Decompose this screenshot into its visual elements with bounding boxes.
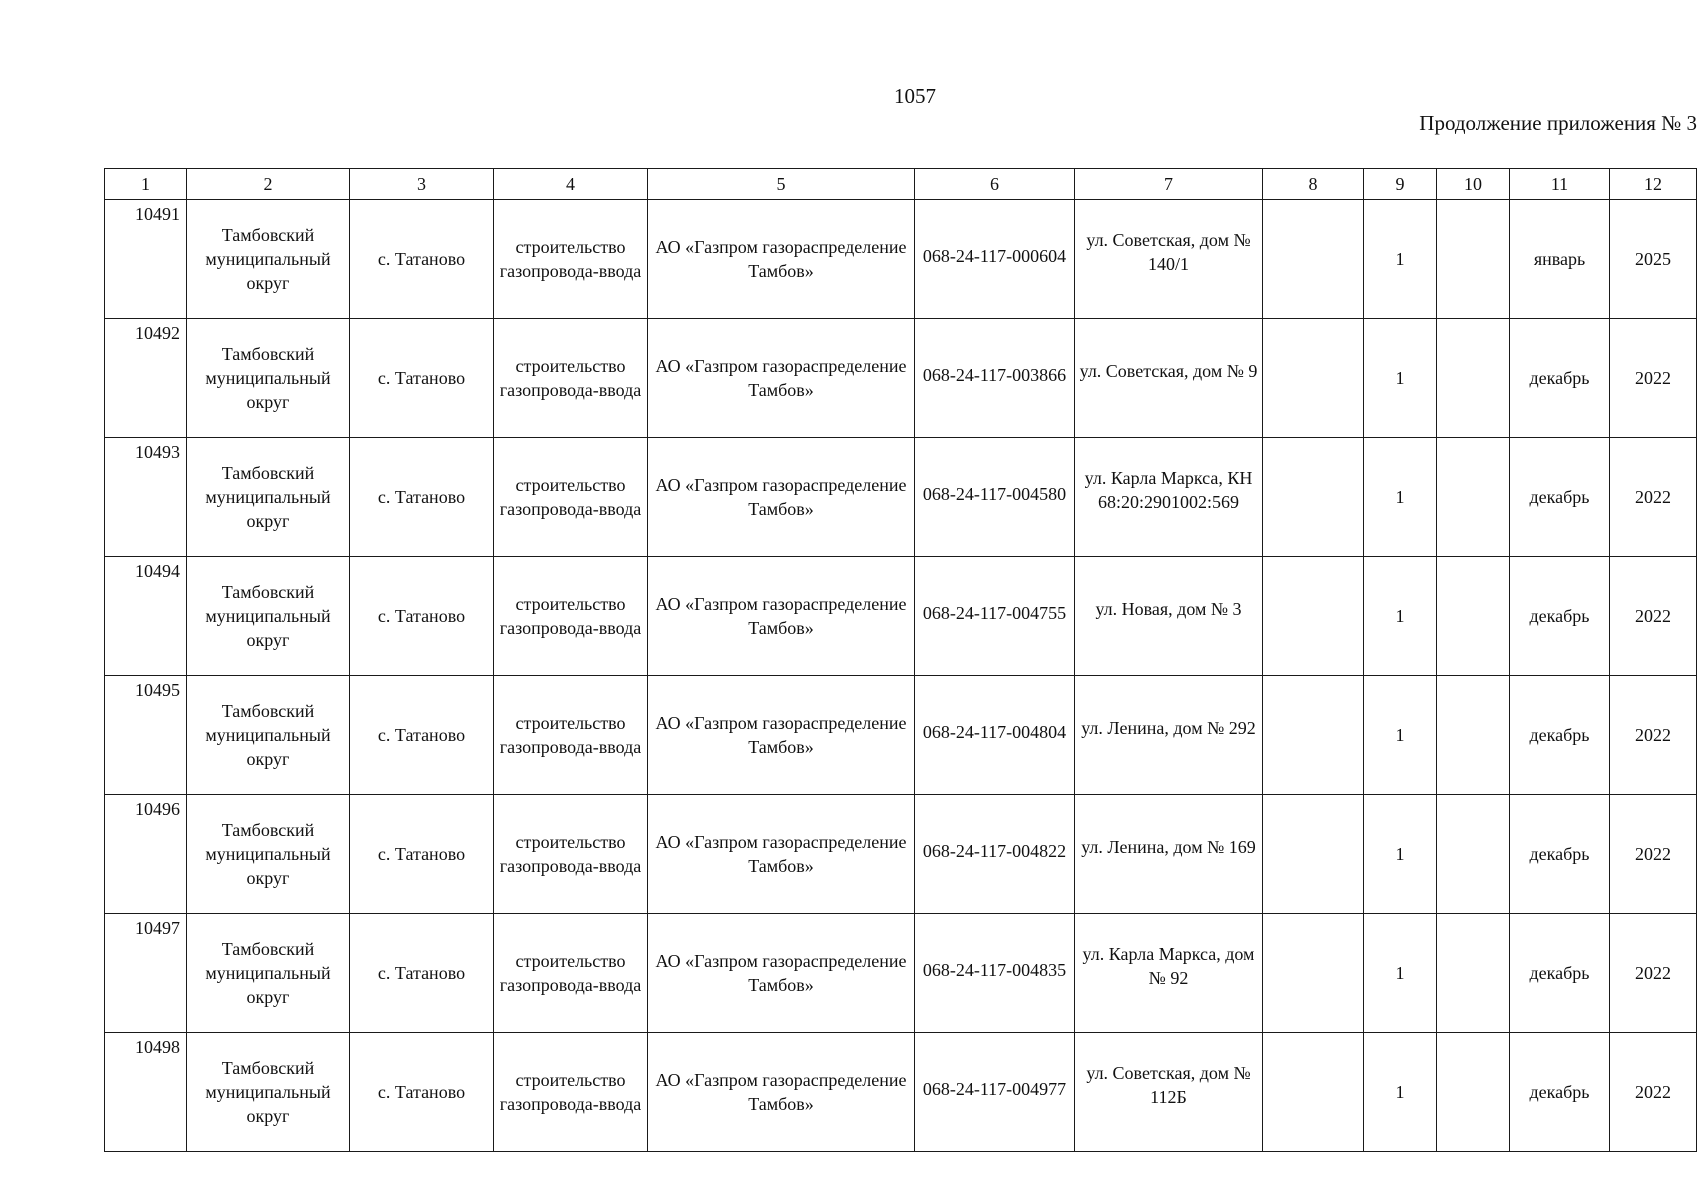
quantity-cell: 1 (1364, 557, 1437, 676)
header-cell: 12 (1610, 169, 1697, 200)
quantity-cell: 1 (1364, 795, 1437, 914)
year-cell: 2022 (1610, 795, 1697, 914)
table-row (105, 200, 1697, 319)
column-10-cell (1437, 438, 1510, 557)
year-cell: 2022 (1610, 914, 1697, 1033)
work-type-cell: строительство газопровода-ввода (494, 319, 648, 438)
object-code-cell: 068-24-117-004822 (915, 795, 1075, 914)
settlement-cell: с. Татаново (350, 1033, 494, 1152)
header-cell: 10 (1437, 169, 1510, 200)
work-type-cell: строительство газопровода-ввода (494, 1033, 648, 1152)
work-type-cell: строительство газопровода-ввода (494, 676, 648, 795)
organization-cell: АО «Газпром газораспределение Тамбов» (648, 557, 915, 676)
quantity-cell: 1 (1364, 676, 1437, 795)
header-cell: 2 (187, 169, 350, 200)
work-type-cell: строительство газопровода-ввода (494, 914, 648, 1033)
quantity-cell: 1 (1364, 1033, 1437, 1152)
work-type-cell: строительство газопровода-ввода (494, 438, 648, 557)
table-body (105, 200, 1697, 1152)
month-cell: декабрь (1510, 438, 1610, 557)
settlement-cell: с. Татаново (350, 200, 494, 319)
year-cell: 2025 (1610, 200, 1697, 319)
settlement-cell: с. Татаново (350, 319, 494, 438)
object-code-cell: 068-24-117-004755 (915, 557, 1075, 676)
month-cell: декабрь (1510, 676, 1610, 795)
header-cell: 5 (648, 169, 915, 200)
column-8-cell (1263, 438, 1364, 557)
table-row (105, 676, 1697, 795)
table-row (105, 914, 1697, 1033)
row-number-cell: 10495 (105, 676, 187, 795)
month-cell: декабрь (1510, 1033, 1610, 1152)
settlement-cell: с. Татаново (350, 914, 494, 1033)
work-type-cell: строительство газопровода-ввода (494, 795, 648, 914)
column-8-cell (1263, 676, 1364, 795)
organization-cell: АО «Газпром газораспределение Тамбов» (648, 795, 915, 914)
object-code-cell: 068-24-117-004804 (915, 676, 1075, 795)
header-cell: 7 (1075, 169, 1263, 200)
column-10-cell (1437, 1033, 1510, 1152)
quantity-cell: 1 (1364, 200, 1437, 319)
address-cell: ул. Советская, дом № 9 (1075, 319, 1263, 438)
header-cell: 3 (350, 169, 494, 200)
header-row (105, 169, 1697, 200)
column-8-cell (1263, 319, 1364, 438)
organization-cell: АО «Газпром газораспределение Тамбов» (648, 676, 915, 795)
header-cell: 11 (1510, 169, 1610, 200)
organization-cell: АО «Газпром газораспределение Тамбов» (648, 438, 915, 557)
column-8-cell (1263, 200, 1364, 319)
column-8-cell (1263, 914, 1364, 1033)
object-code-cell: 068-24-117-004580 (915, 438, 1075, 557)
address-cell: ул. Ленина, дом № 292 (1075, 676, 1263, 795)
column-8-cell (1263, 557, 1364, 676)
column-10-cell (1437, 914, 1510, 1033)
work-type-cell: строительство газопровода-ввода (494, 557, 648, 676)
object-code-cell: 068-24-117-004835 (915, 914, 1075, 1033)
work-type-cell: строительство газопровода-ввода (494, 200, 648, 319)
registry-table (104, 168, 1697, 1152)
column-8-cell (1263, 1033, 1364, 1152)
district-cell: Тамбовский муниципальный округ (187, 200, 350, 319)
table-row (105, 1033, 1697, 1152)
organization-cell: АО «Газпром газораспределение Тамбов» (648, 914, 915, 1033)
address-cell: ул. Советская, дом № 140/1 (1075, 200, 1263, 319)
object-code-cell: 068-24-117-003866 (915, 319, 1075, 438)
row-number-cell: 10494 (105, 557, 187, 676)
district-cell: Тамбовский муниципальный округ (187, 1033, 350, 1152)
column-10-cell (1437, 795, 1510, 914)
row-number-cell: 10493 (105, 438, 187, 557)
year-cell: 2022 (1610, 557, 1697, 676)
address-cell: ул. Новая, дом № 3 (1075, 557, 1263, 676)
table-row (105, 795, 1697, 914)
header-cell: 4 (494, 169, 648, 200)
district-cell: Тамбовский муниципальный округ (187, 914, 350, 1033)
quantity-cell: 1 (1364, 438, 1437, 557)
district-cell: Тамбовский муниципальный округ (187, 319, 350, 438)
year-cell: 2022 (1610, 438, 1697, 557)
appendix-title: Продолжение приложения № 3 (1419, 111, 1697, 135)
row-number-cell: 10498 (105, 1033, 187, 1152)
settlement-cell: с. Татаново (350, 438, 494, 557)
address-cell: ул. Ленина, дом № 169 (1075, 795, 1263, 914)
month-cell: декабрь (1510, 557, 1610, 676)
header-cell: 8 (1263, 169, 1364, 200)
object-code-cell: 068-24-117-000604 (915, 200, 1075, 319)
address-cell: ул. Карла Маркса, КН 68:20:2901002:569 (1075, 438, 1263, 557)
header-cell: 6 (915, 169, 1075, 200)
address-cell: ул. Карла Маркса, дом № 92 (1075, 914, 1263, 1033)
month-cell: декабрь (1510, 914, 1610, 1033)
district-cell: Тамбовский муниципальный округ (187, 795, 350, 914)
quantity-cell: 1 (1364, 914, 1437, 1033)
table-row (105, 319, 1697, 438)
settlement-cell: с. Татаново (350, 795, 494, 914)
row-number-cell: 10497 (105, 914, 187, 1033)
header-cell: 9 (1364, 169, 1437, 200)
table-row (105, 557, 1697, 676)
year-cell: 2022 (1610, 1033, 1697, 1152)
column-10-cell (1437, 676, 1510, 795)
header-cell: 1 (105, 169, 187, 200)
month-cell: январь (1510, 200, 1610, 319)
organization-cell: АО «Газпром газораспределение Тамбов» (648, 1033, 915, 1152)
year-cell: 2022 (1610, 319, 1697, 438)
column-10-cell (1437, 200, 1510, 319)
column-10-cell (1437, 557, 1510, 676)
column-8-cell (1263, 795, 1364, 914)
district-cell: Тамбовский муниципальный округ (187, 438, 350, 557)
row-number-cell: 10496 (105, 795, 187, 914)
column-10-cell (1437, 319, 1510, 438)
table-row (105, 438, 1697, 557)
year-cell: 2022 (1610, 676, 1697, 795)
district-cell: Тамбовский муниципальный округ (187, 557, 350, 676)
organization-cell: АО «Газпром газораспределение Тамбов» (648, 319, 915, 438)
district-cell: Тамбовский муниципальный округ (187, 676, 350, 795)
page-number: 1057 (894, 84, 936, 108)
month-cell: декабрь (1510, 319, 1610, 438)
month-cell: декабрь (1510, 795, 1610, 914)
row-number-cell: 10492 (105, 319, 187, 438)
quantity-cell: 1 (1364, 319, 1437, 438)
settlement-cell: с. Татаново (350, 557, 494, 676)
row-number-cell: 10491 (105, 200, 187, 319)
object-code-cell: 068-24-117-004977 (915, 1033, 1075, 1152)
table-header (105, 169, 1697, 200)
organization-cell: АО «Газпром газораспределение Тамбов» (648, 200, 915, 319)
address-cell: ул. Советская, дом № 112Б (1075, 1033, 1263, 1152)
settlement-cell: с. Татаново (350, 676, 494, 795)
